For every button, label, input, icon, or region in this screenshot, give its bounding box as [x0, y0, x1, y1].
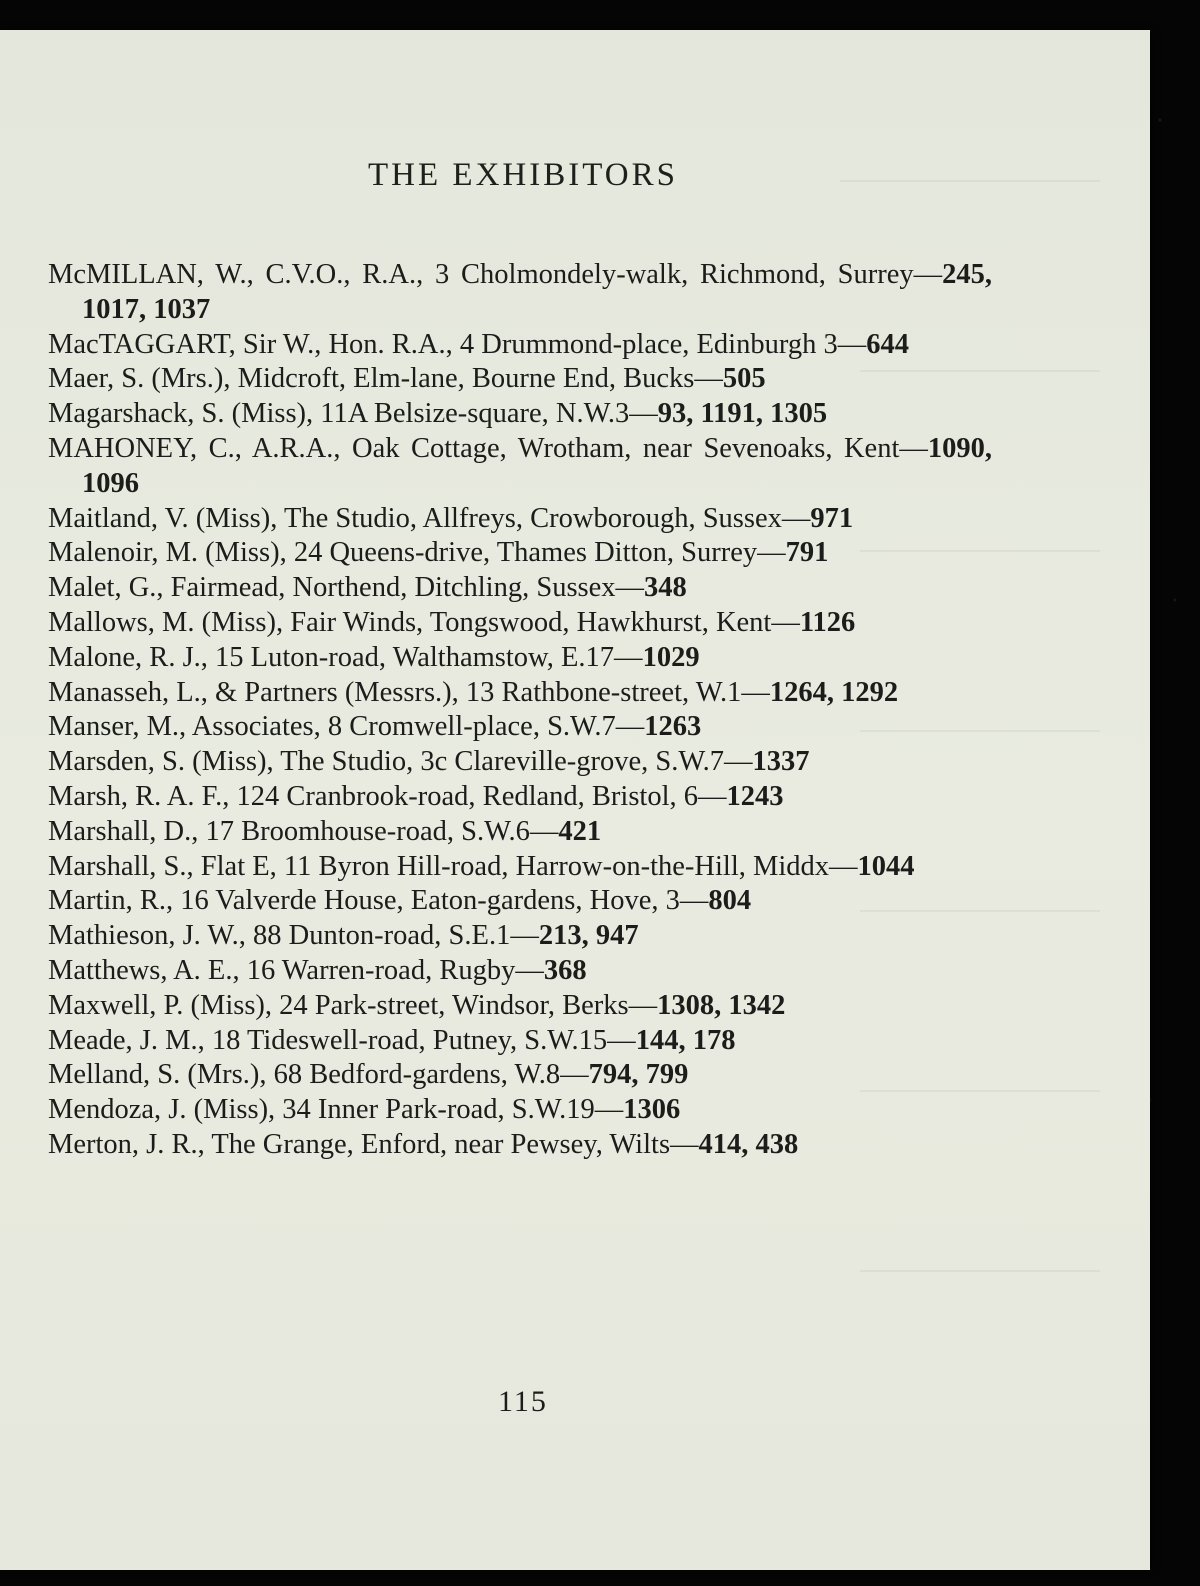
catalogue-numbers: 1306 — [623, 1094, 681, 1126]
running-head: THE EXHIBITORS — [368, 157, 678, 193]
exhibitor-entry — [48, 641, 992, 676]
catalogue-numbers: 1264, 1292 — [769, 676, 899, 708]
exhibitor-entry — [48, 676, 992, 711]
entry-text: Marsden, S. (Miss), The Studio, 3c Clareville-grove, S.W.7— — [48, 746, 753, 778]
catalogue-numbers: 93, 1191, 1305 — [657, 398, 828, 430]
catalogue-numbers: 421 — [558, 815, 602, 847]
exhibitor-entry — [48, 536, 992, 571]
catalogue-numbers: 213, 947 — [538, 920, 639, 952]
exhibitor-entry — [48, 780, 992, 815]
catalogue-numbers: 791 — [785, 537, 829, 569]
exhibitor-entry — [48, 989, 992, 1024]
entry-text: Martin, R., 16 Valverde House, Eaton-gardens, Hove, 3— — [48, 885, 709, 917]
entry-text: Magarshack, S. (Miss), 11A Belsize-square, N.W.3— — [48, 398, 658, 430]
exhibitor-entry — [48, 606, 992, 641]
entry-text: Malenoir, M. (Miss), 24 Queens-drive, Thames Ditton, Surrey— — [48, 537, 786, 569]
exhibitor-entry — [48, 850, 992, 885]
exhibitor-entry — [48, 1128, 992, 1163]
catalogue-numbers: 1090, 1096 — [82, 432, 992, 499]
catalogue-numbers: 804 — [708, 885, 752, 917]
exhibitor-entry — [48, 815, 992, 850]
exhibitor-list — [48, 258, 992, 1163]
entry-text: Mathieson, J. W., 88 Dunton-road, S.E.1— — [48, 920, 539, 952]
exhibitor-entry — [48, 884, 992, 919]
catalogue-numbers: 971 — [810, 502, 854, 534]
entry-text: Mallows, M. (Miss), Fair Winds, Tongswood, Hawkhurst, Kent— — [48, 606, 800, 638]
catalogue-numbers: 1243 — [726, 780, 784, 812]
catalogue-numbers: 1263 — [644, 711, 702, 743]
entry-text: McMILLAN, W., C.V.O., R.A., 3 Cholmondely-walk, Richmond, Surrey— — [48, 259, 943, 290]
exhibitor-entry — [48, 571, 992, 606]
entry-text: Manser, M., Associates, 8 Cromwell-place, S.W.7— — [48, 711, 645, 743]
catalogue-numbers: 1337 — [752, 746, 810, 778]
exhibitor-entry — [48, 432, 992, 502]
book-page — [0, 30, 1150, 1570]
catalogue-numbers: 1044 — [857, 850, 915, 882]
exhibitor-entry — [48, 919, 992, 954]
entry-text: Melland, S. (Mrs.), 68 Bedford-gardens, W.8— — [48, 1059, 589, 1091]
exhibitor-entry — [48, 1093, 992, 1128]
entry-text: MacTAGGART, Sir W., Hon. R.A., 4 Drummond-place, Edinburgh 3— — [48, 328, 867, 360]
exhibitor-entry — [48, 1024, 992, 1059]
exhibitor-entry — [48, 397, 992, 432]
exhibitor-entry — [48, 710, 992, 745]
entry-text: Merton, J. R., The Grange, Enford, near Pewsey, Wilts— — [48, 1128, 699, 1160]
exhibitor-entry — [48, 328, 992, 363]
entry-text: Mendoza, J. (Miss), 34 Inner Park-road, S.W.19— — [48, 1094, 624, 1126]
entry-text: Malet, G., Fairmead, Northend, Ditchling, Sussex— — [48, 572, 645, 604]
catalogue-numbers: 1308, 1342 — [657, 989, 786, 1021]
catalogue-numbers: 794, 799 — [588, 1059, 689, 1091]
catalogue-numbers: 644 — [866, 328, 909, 360]
exhibitor-entry — [48, 258, 992, 328]
entry-text: Maxwell, P. (Miss), 24 Park-street, Windsor, Berks— — [48, 989, 658, 1021]
catalogue-numbers: 505 — [722, 363, 766, 395]
catalogue-numbers: 368 — [543, 954, 587, 986]
entry-text: Marsh, R. A. F., 124 Cranbrook-road, Redland, Bristol, 6— — [48, 780, 727, 812]
exhibitor-entry — [48, 954, 992, 989]
catalogue-numbers: 1029 — [642, 641, 700, 673]
exhibitor-entry — [48, 502, 992, 537]
exhibitor-entry — [48, 745, 992, 780]
catalogue-numbers: 348 — [644, 572, 687, 604]
entry-text: Marshall, D., 17 Broomhouse-road, S.W.6— — [48, 815, 559, 847]
entry-text: Maer, S. (Mrs.), Midcroft, Elm-lane, Bourne End, Bucks— — [48, 363, 723, 395]
catalogue-numbers: 1126 — [799, 606, 856, 638]
entry-text: MAHONEY, C., A.R.A., Oak Cottage, Wrotham, near Sevenoaks, Kent— — [48, 432, 928, 464]
page-number: 115 — [498, 1385, 548, 1418]
entry-text: Manasseh, L., & Partners (Messrs.), 13 Rathbone-street, W.1— — [48, 676, 770, 708]
entry-text: Meade, J. M., 18 Tideswell-road, Putney, S.W.15— — [48, 1024, 636, 1056]
catalogue-numbers: 144, 178 — [635, 1024, 736, 1056]
catalogue-numbers: 245, 1017, 1037 — [82, 259, 992, 325]
entry-text: Malone, R. J., 15 Luton-road, Walthamstow, E.17— — [48, 641, 643, 673]
exhibitor-entry — [48, 1058, 992, 1093]
exhibitor-entry — [48, 362, 992, 397]
entry-text: Marshall, S., Flat E, 11 Byron Hill-road, Harrow-on-the-Hill, Middx— — [48, 850, 858, 882]
entry-text: Matthews, A. E., 16 Warren-road, Rugby— — [48, 954, 544, 986]
entry-text: Maitland, V. (Miss), The Studio, Allfreys, Crowborough, Sussex— — [48, 502, 811, 534]
catalogue-numbers: 414, 438 — [698, 1128, 799, 1160]
